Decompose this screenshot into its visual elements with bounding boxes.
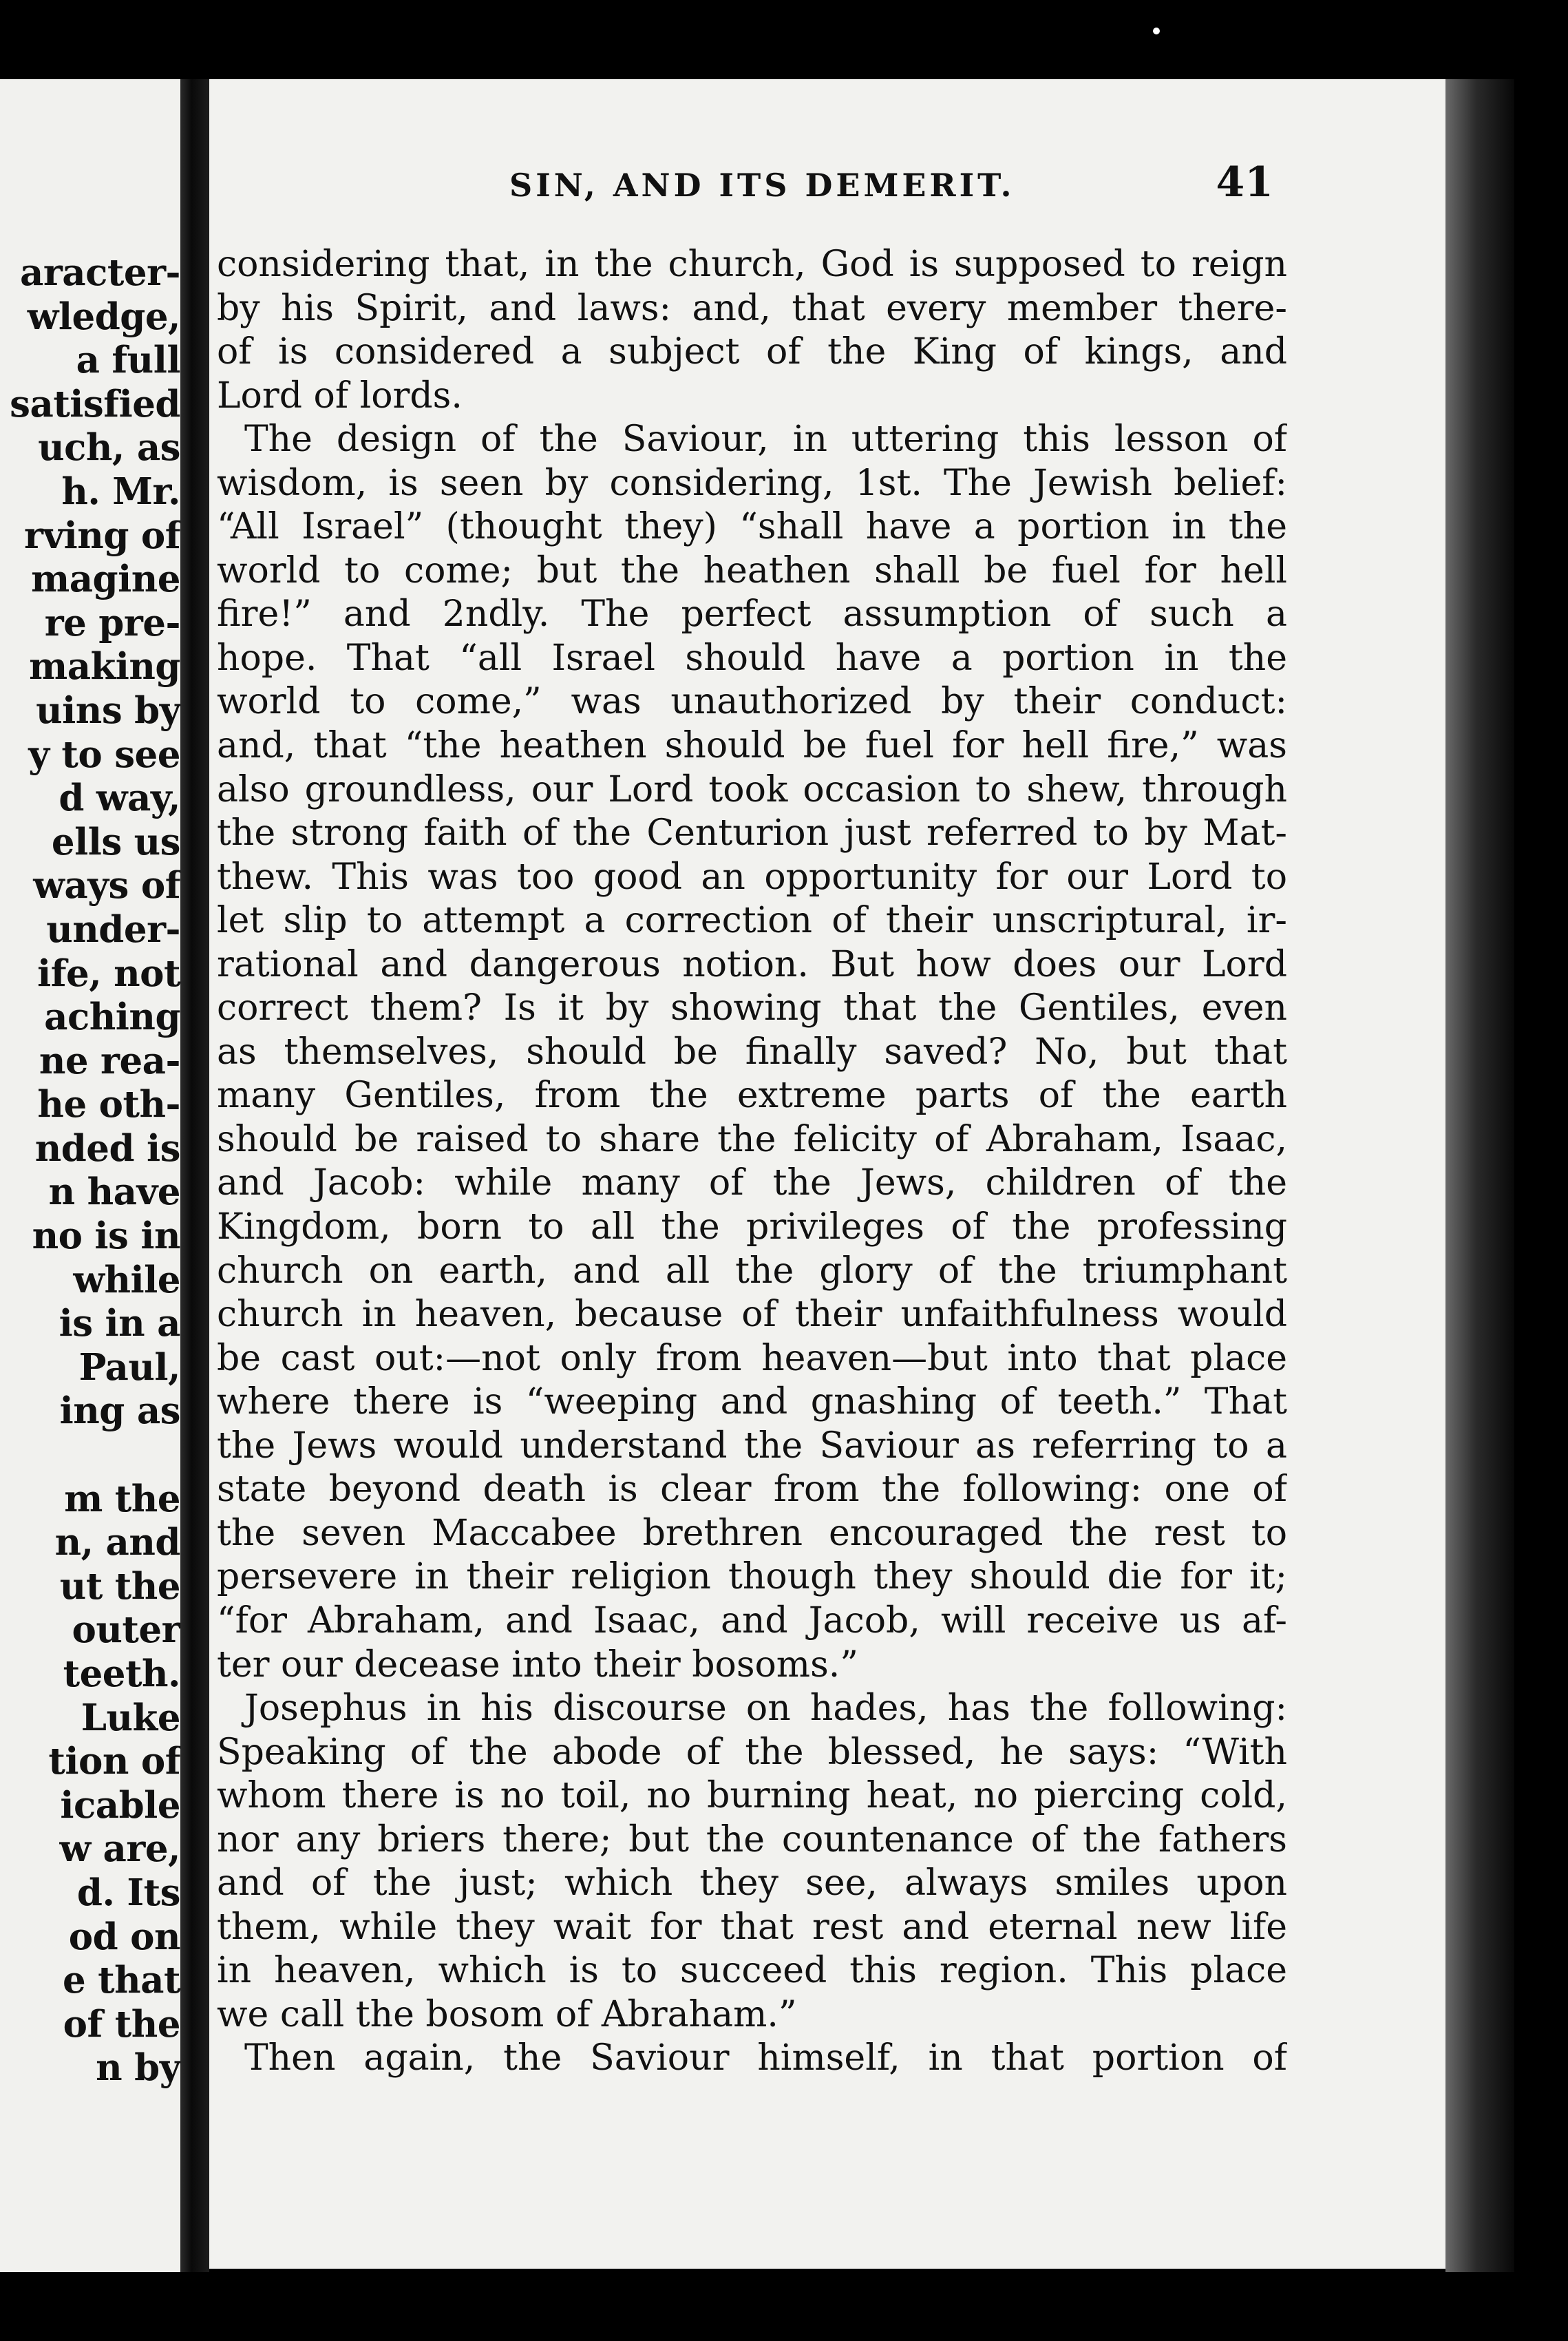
left-page-line: satisfied [10, 382, 180, 426]
left-page-line: n have [48, 1170, 180, 1214]
text-line: the strong faith of the Centurion just referred to by Mat- [217, 812, 1287, 854]
left-page-line: of the [63, 2002, 180, 2046]
running-title: SIN, AND ITS DEMERIT. [509, 167, 1015, 204]
left-page-line: icable [60, 1783, 180, 1827]
left-page-line: Paul, [78, 1345, 180, 1389]
text-line: “for Abraham, and Isaac, and Jacob, will receive us af- [217, 1599, 1287, 1641]
text-line: rational and dangerous notion. But how does our Lord [217, 943, 1287, 985]
left-page-line: uins by [36, 689, 180, 732]
text-line: ter our decease into their bosoms.” [217, 1644, 858, 1686]
left-page [0, 79, 180, 2272]
speck [1153, 28, 1160, 34]
text-line: where there is “weeping and gnashing of teeth.” That [217, 1381, 1287, 1423]
left-page-line: no is in [32, 1215, 180, 1258]
text-line: considering that, in the church, God is supposed to reign [217, 244, 1287, 285]
text-line: hope. That “all Israel should have a portion in the [217, 637, 1287, 679]
text-line: Kingdom, born to all the privileges of the professing [217, 1206, 1287, 1248]
text-line: the Jews would understand the Saviour as referring to a [217, 1425, 1287, 1467]
paragraph-start-line: Josephus in his discourse on hades, has the following: [244, 1688, 1287, 1730]
left-page-line: aracter- [20, 251, 180, 294]
book-gutter [180, 79, 209, 2272]
left-page-line: tion of [48, 1740, 180, 1783]
body-text [217, 243, 1287, 2081]
page-edge-shadow [1445, 79, 1514, 2272]
left-page-line: is in a [59, 1302, 180, 1345]
left-page-line: ut the [59, 1564, 180, 1608]
left-page-line: ing as [59, 1389, 180, 1433]
left-page-line: y to see [28, 733, 180, 776]
left-page-line: rving of [23, 514, 180, 557]
left-page-line: ife, not [37, 952, 180, 995]
left-page-line: m the [64, 1477, 180, 1520]
page-header [296, 158, 1273, 213]
left-page-line: he oth- [37, 1083, 180, 1126]
left-page-line: nded is [34, 1126, 180, 1170]
text-line: fire!” and 2ndly. The perfect assumption of such a [217, 594, 1287, 636]
left-page-line: ways of [33, 864, 180, 907]
left-page-line: ne rea- [39, 1039, 180, 1082]
text-line: in heaven, which is to succeed this region. This place [217, 1950, 1287, 1992]
text-line: persevere in their religion though they should die for it; [217, 1556, 1287, 1598]
left-page-line: n, and [54, 1521, 180, 1564]
text-line: correct them? Is it by showing that the Gentiles, even [217, 987, 1287, 1029]
text-line: the seven Maccabee brethren encouraged the rest to [217, 1512, 1287, 1554]
left-page-line: wledge, [27, 295, 180, 338]
left-page-line [10, 1434, 180, 1478]
left-page-line: w are, [59, 1827, 180, 1871]
left-page-line: under- [46, 907, 180, 951]
text-line: we call the bosom of Abraham.” [217, 1993, 797, 2035]
left-page-line: magine [31, 558, 180, 601]
text-line: should be raised to share the felicity of Abraham, Isaac, [217, 1118, 1287, 1160]
left-page-line: Luke [81, 1696, 180, 1739]
text-line: as themselves, should be finally saved? No, but that [217, 1031, 1287, 1073]
text-line: church on earth, and all the glory of the triumphant [217, 1250, 1287, 1292]
text-line: state beyond death is clear from the following: one of [217, 1469, 1287, 1511]
left-page-line: a full [76, 339, 180, 382]
left-page-line: n by [96, 2046, 180, 2090]
text-line: be cast out:—not only from heaven—but into that place [217, 1337, 1287, 1379]
text-line: them, while they wait for that rest and eternal new life [217, 1906, 1287, 1948]
text-line: wisdom, is seen by considering, 1st. The Jewish belief: [217, 462, 1287, 504]
text-line: and, that “the heathen should be fuel for hell fire,” was [217, 725, 1287, 767]
left-page-line: outer [72, 1608, 180, 1652]
left-page-line: teeth. [63, 1652, 180, 1695]
left-page-line: uch, as [38, 426, 180, 470]
text-line: thew. This was too good an opportunity for our Lord to [217, 856, 1287, 898]
text-line: many Gentiles, from the extreme parts of the earth [217, 1075, 1287, 1117]
left-page-line: d way, [59, 777, 180, 820]
text-line: world to come,” was unauthorized by their conduct: [217, 681, 1287, 723]
text-line: church in heaven, because of their unfaithfulness would [217, 1294, 1287, 1336]
text-line: of is considered a subject of the King of kings, and [217, 331, 1287, 373]
left-page-line: re pre- [44, 601, 180, 644]
left-page-line: od on [68, 1915, 180, 1958]
text-line: let slip to attempt a correction of their unscriptural, ir- [217, 900, 1287, 942]
left-page-text [10, 251, 180, 2090]
left-page-line: while [73, 1258, 180, 1301]
text-line: by his Spirit, and laws: and, that every member there- [217, 287, 1287, 329]
text-line: Speaking of the abode of the blessed, he says: “With [217, 1731, 1287, 1773]
paragraph-start-line: The design of the Saviour, in uttering this lesson of [244, 419, 1287, 461]
left-page-line: aching [44, 996, 180, 1039]
left-page-line: ells us [51, 820, 180, 863]
text-line: also groundless, our Lord took occasion to shew, through [217, 768, 1287, 810]
left-page-line: d. Its [76, 1871, 180, 1914]
text-line: “All Israel” (thought they) “shall have a portion in the [217, 506, 1287, 548]
text-line: Lord of lords. [217, 375, 463, 417]
text-line: and of the just; which they see, always smiles upon [217, 1862, 1287, 1904]
left-page-line: h. Mr. [61, 470, 180, 513]
text-line: world to come; but the heathen shall be fuel for hell [217, 549, 1287, 591]
left-page-line: e that [62, 1959, 180, 2002]
left-page-line: making [29, 645, 180, 689]
text-line: and Jacob: while many of the Jews, children of the [217, 1162, 1287, 1204]
paragraph-start-line: Then again, the Saviour himself, in that portion of [244, 2037, 1287, 2079]
text-line: whom there is no toil, no burning heat, no piercing cold, [217, 1775, 1287, 1817]
text-line: nor any briers there; but the countenance of the fathers [217, 1818, 1287, 1860]
page-number: 41 [1216, 158, 1273, 207]
